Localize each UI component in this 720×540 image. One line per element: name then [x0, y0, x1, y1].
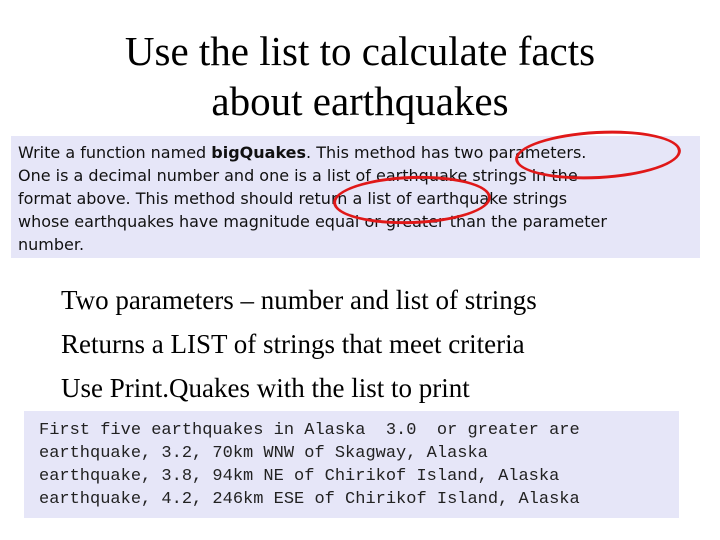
assignment-line-1-suffix: . This method has two parameters.	[306, 143, 587, 162]
assignment-line: format above. This method should return a list of earthquake strings	[18, 189, 568, 208]
assignment-line: whose earthquakes have magnitude equal or greater than the parameter	[18, 212, 607, 231]
bullet-item: Returns a LIST of strings that meet criteria	[61, 329, 525, 359]
output-line: First five earthquakes in Alaska 3.0 or greater are	[39, 421, 580, 440]
title-line-1: Use the list to calculate facts	[124, 28, 596, 74]
slide-title	[0, 26, 720, 126]
assignment-line: number.	[18, 235, 85, 254]
assignment-text-box	[11, 136, 700, 258]
program-output-box	[24, 411, 679, 518]
output-line: earthquake, 3.8, 94km NE of Chirikof Island, Alaska	[39, 467, 560, 486]
title-line-2: about earthquakes	[211, 78, 509, 124]
bullet-item: Use Print.Quakes with the list to print	[61, 373, 470, 403]
assignment-line-1-prefix: Write a function named	[18, 143, 212, 162]
output-line: earthquake, 4.2, 246km ESE of Chirikof Island, Alaska	[39, 490, 580, 509]
assignment-line: One is a decimal number and one is a list of earthquake strings in the	[18, 166, 578, 185]
output-line: earthquake, 3.2, 70km WNW of Skagway, Alaska	[39, 444, 488, 463]
function-name: bigQuakes	[211, 143, 307, 162]
assignment-line	[18, 141, 700, 164]
bullet-item: Two parameters – number and list of strings	[61, 285, 537, 315]
bullet-list	[61, 278, 537, 410]
